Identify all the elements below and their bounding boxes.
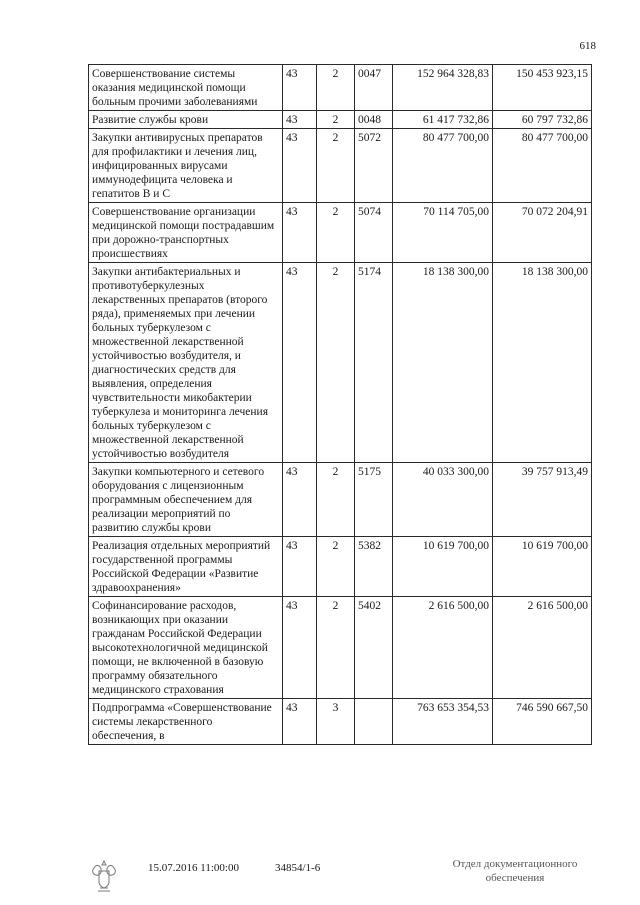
footer-department-line1: Отдел документационного — [452, 858, 578, 870]
footer-date: 15.07.2016 11:00:00 — [148, 862, 239, 874]
table-row — [89, 597, 592, 699]
footer-doc-number: 34854/1-6 — [275, 862, 321, 874]
row-code-1: 43 — [283, 263, 317, 463]
row-code-1: 43 — [283, 699, 317, 745]
row-name: Подпрограмма «Совершенствование системы лекарственного обеспечения, в — [89, 699, 283, 745]
row-code-1: 43 — [283, 463, 317, 537]
row-code-2: 2 — [317, 263, 355, 463]
row-code-1: 43 — [283, 65, 317, 111]
budget-table — [88, 64, 592, 745]
row-amount-1: 18 138 300,00 — [393, 263, 493, 463]
row-code-1: 43 — [283, 537, 317, 597]
footer-department — [440, 857, 590, 885]
row-code-2: 2 — [317, 203, 355, 263]
table-row — [89, 263, 592, 463]
row-amount-2: 18 138 300,00 — [493, 263, 592, 463]
table-row — [89, 463, 592, 537]
row-name: Софинансирование расходов, возникающих при оказании гражданам Российской Федерации высокотехнологичной медицинской помощи, не включенной в базовую программу обязательного медицинского страхования — [89, 597, 283, 699]
table-row — [89, 699, 592, 745]
row-name: Реализация отдельных мероприятий государственной программы Российской Федерации «Развитие здравоохранения» — [89, 537, 283, 597]
row-name: Закупки антивирусных препаратов для профилактики и лечения лиц, инфицированных вирусами иммунодефицита человека и гепатитов В и С — [89, 129, 283, 203]
row-name: Закупки антибактериальных и противотуберкулезных лекарственных препаратов (второго ряда), применяемых при лечении больных туберкулезом с множественной лекарственной устойчивостью возбудителя, и диагностических средств для выявления, определения чувствительности микобактерии туберкулеза и мониторинга лечения больных туберкулезом с множественной лекарственной устойчивостью возбудителя — [89, 263, 283, 463]
row-code-1: 43 — [283, 129, 317, 203]
row-amount-1: 61 417 732,86 — [393, 111, 493, 129]
row-code-2: 3 — [317, 699, 355, 745]
row-code-3: 5402 — [355, 597, 393, 699]
row-code-3: 0048 — [355, 111, 393, 129]
row-code-3: 5174 — [355, 263, 393, 463]
row-code-2: 2 — [317, 65, 355, 111]
row-code-3: 5074 — [355, 203, 393, 263]
table-row — [89, 111, 592, 129]
row-name: Закупки компьютерного и сетевого оборудования с лицензионным программным обеспечением для реализации мероприятий по развитию службы крови — [89, 463, 283, 537]
table-row — [89, 129, 592, 203]
row-code-3: 5382 — [355, 537, 393, 597]
row-code-3: 0047 — [355, 65, 393, 111]
row-amount-2: 80 477 700,00 — [493, 129, 592, 203]
row-code-3: 5072 — [355, 129, 393, 203]
row-amount-1: 152 964 328,83 — [393, 65, 493, 111]
row-code-1: 43 — [283, 203, 317, 263]
table-row — [89, 203, 592, 263]
row-code-3 — [355, 699, 393, 745]
row-amount-1: 763 653 354,53 — [393, 699, 493, 745]
row-code-2: 2 — [317, 129, 355, 203]
row-amount-1: 40 033 300,00 — [393, 463, 493, 537]
row-code-2: 2 — [317, 111, 355, 129]
footer-department-line2: обеспечения — [485, 872, 545, 884]
row-amount-2: 39 757 913,49 — [493, 463, 592, 537]
row-code-2: 2 — [317, 463, 355, 537]
row-name: Совершенствование организации медицинской помощи пострадавшим при дорожно-транспортных происшествиях — [89, 203, 283, 263]
row-name: Развитие службы крови — [89, 111, 283, 129]
row-amount-2: 2 616 500,00 — [493, 597, 592, 699]
row-amount-2: 70 072 204,91 — [493, 203, 592, 263]
row-amount-2: 150 453 923,15 — [493, 65, 592, 111]
row-amount-1: 80 477 700,00 — [393, 129, 493, 203]
row-amount-2: 746 590 667,50 — [493, 699, 592, 745]
emblem-icon — [86, 858, 122, 894]
table-row — [89, 537, 592, 597]
table-row — [89, 65, 592, 111]
row-amount-1: 70 114 705,00 — [393, 203, 493, 263]
row-amount-1: 2 616 500,00 — [393, 597, 493, 699]
row-amount-1: 10 619 700,00 — [393, 537, 493, 597]
row-code-2: 2 — [317, 537, 355, 597]
row-amount-2: 10 619 700,00 — [493, 537, 592, 597]
page-number: 618 — [579, 40, 596, 52]
row-code-3: 5175 — [355, 463, 393, 537]
row-amount-2: 60 797 732,86 — [493, 111, 592, 129]
row-code-1: 43 — [283, 597, 317, 699]
row-code-1: 43 — [283, 111, 317, 129]
row-name: Совершенствование системы оказания медицинской помощи больным прочими заболеваниями — [89, 65, 283, 111]
row-code-2: 2 — [317, 597, 355, 699]
